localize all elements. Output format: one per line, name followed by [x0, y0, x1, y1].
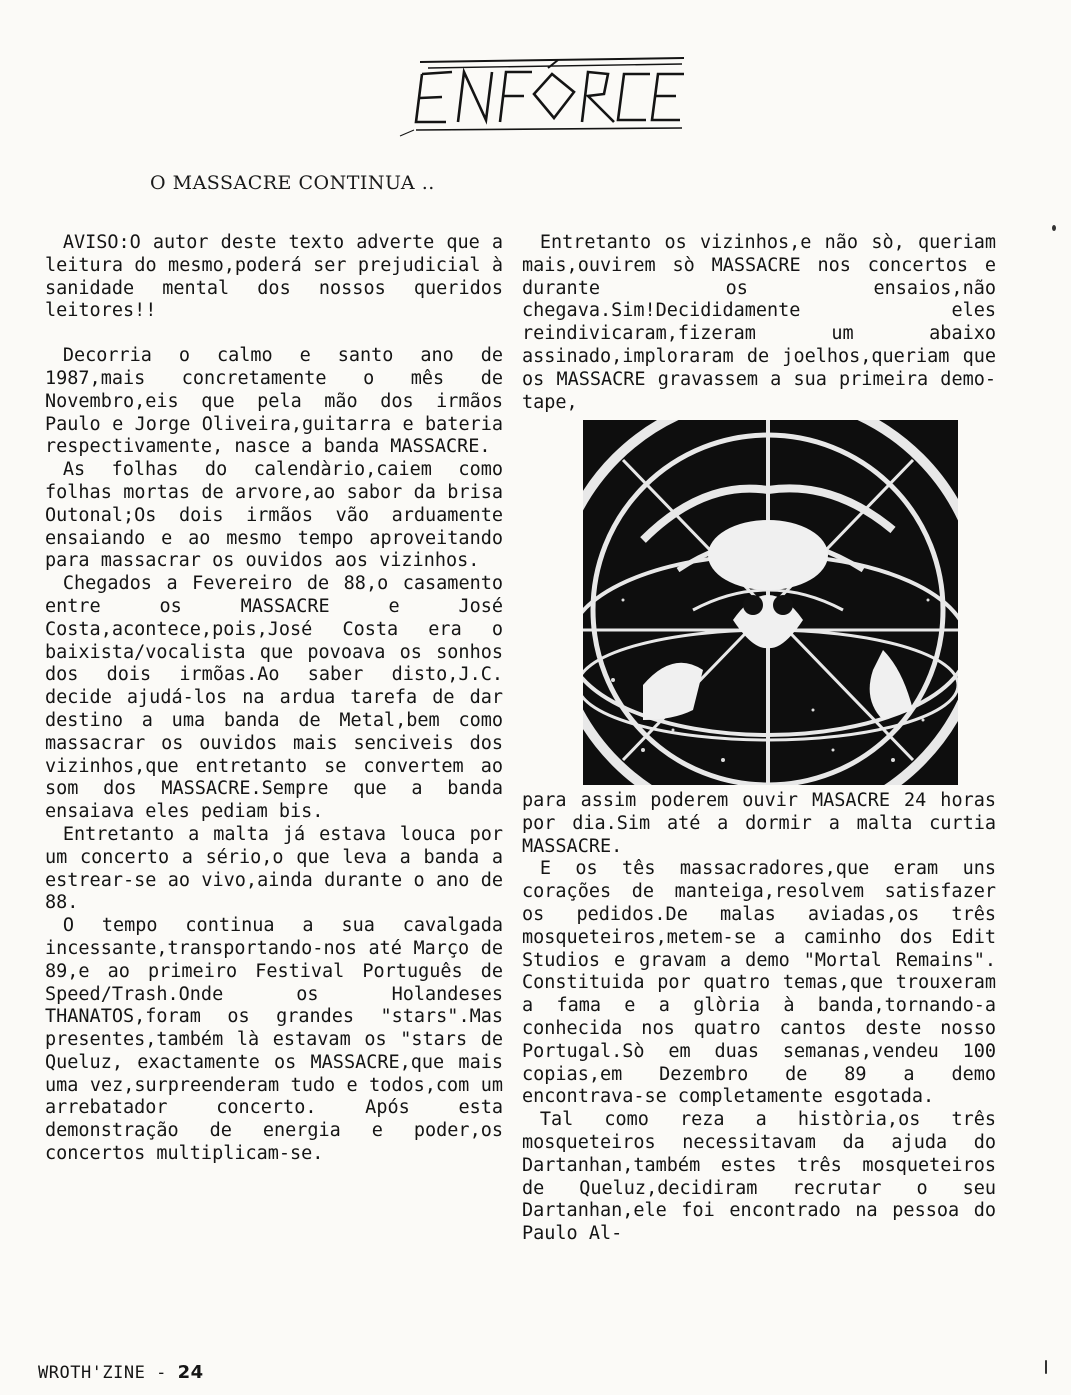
scan-speck	[1052, 225, 1056, 231]
band-artwork-image	[583, 420, 958, 785]
paragraph: Entretanto os vizinhos,e não sò, queriam mais,ouvirem sò MASSACRE nos concertos e durante os ensaios,não chegava.Sim!Decididamente eles reindivicaram,fizeram um abaixo assinado,imploraram de joelhos,queriam que os MASSACRE gravassem a sua primeira demo-tape,	[522, 232, 996, 413]
scan-speck	[1045, 1360, 1047, 1374]
paragraph: E os tês massacradores,que eram uns corações de manteiga,resolvem satisfazer os pedidos.De malas aviadas,os três mosqueteiros,metem-se a caminho dos Edit Studios e gravam a demo "Mortal Remains". Constituida por quatro temas,que trouxeram a fama e a glòria à banda,tornando-a conhecida nos quatro cantos deste nosso Portugal.Sò em duas semanas,vendeu 100 copias,em Dezembro de 89 a demo encontrava-se completamente esgotada.	[522, 858, 996, 1108]
paragraph: As folhas do calendàrio,caiem como folhas mortas de arvore,ao sabor da brisa Outonal;Os dois irmãos vão arduamente ensaiando e ao mesmo tempo aproveitando para massacrar os ouvidos aos vizinhos.	[45, 459, 503, 572]
paragraph: para assim poderem ouvir MASACRE 24 horas por dia.Sim até a dormir a malta curtia MASSACRE.	[522, 790, 996, 857]
warning-paragraph: AVISO:O autor deste texto adverte que a leitura do mesmo,poderá ser prejudicial à sanidade mental dos nossos queridos leitores!!	[45, 232, 503, 322]
paragraph: O tempo continua a sua cavalgada incessante,transportando-nos até Março de 89,e ao primeiro Festival Português de Speed/Trash.Onde os Holandeses THANATOS,foram os grandes "stars".Mas presentes,também là estavam os "stars de Queluz, exactamente os MASSACRE,que mais uma vez,surpreenderam tudo e todos,com um arrebatador concerto. Após esta demonstração de energia e poder,os concertos multiplicam-se.	[45, 915, 503, 1165]
enforce-logo	[392, 50, 692, 140]
zine-name: WROTH'ZINE -	[38, 1363, 178, 1383]
logo-text: ENFORCE	[542, 100, 547, 101]
column-left	[45, 232, 503, 1166]
paragraph: Chegados a Fevereiro de 88,o casamento entre os MASSACRE e José Costa,acontece,pois,José Costa era o baixista/vocalista que povoava os sonhos dos dois irmõas.Ao saber disto,J.C. decide ajudá-los na ardua tarefa de dar destino a uma banda de Metal,bem como massacrar os ouvidos mais senciveis dos vizinhos,que entretanto se convertem ao som dos MASSACRE.Sempre que a banda ensaiava eles pediam bis.	[45, 573, 503, 823]
page-number: 24	[177, 1362, 204, 1383]
paragraph: Tal como reza a història,os três mosqueteiros necessitavam da ajuda do Dartanhan,também estes três mosqueteiros de Queluz,decidiram recrutar o seu Dartanhan,ele foi encontrado na pessoa do Paulo Al-	[522, 1109, 996, 1245]
page-footer	[38, 1362, 204, 1383]
column-right-top	[522, 232, 996, 414]
article-headline: O MASSACRE CONTINUA ..	[150, 172, 435, 194]
paragraph: Entretanto a malta já estava louca por um concerto a sério,o que leva a banda a estrear-se ao vivo,ainda durante o ano de 88.	[45, 823, 503, 914]
artwork-illustration	[583, 420, 958, 785]
column-right-bottom	[522, 790, 996, 1246]
paragraph: Decorria o calmo e santo ano de 1987,mais concretamente o mês de Novembro,eis que pela mão dos irmãos Paulo e Jorge Oliveira,guitarra e bateria respectivamente, nasce a banda MASSACRE.	[45, 345, 503, 458]
